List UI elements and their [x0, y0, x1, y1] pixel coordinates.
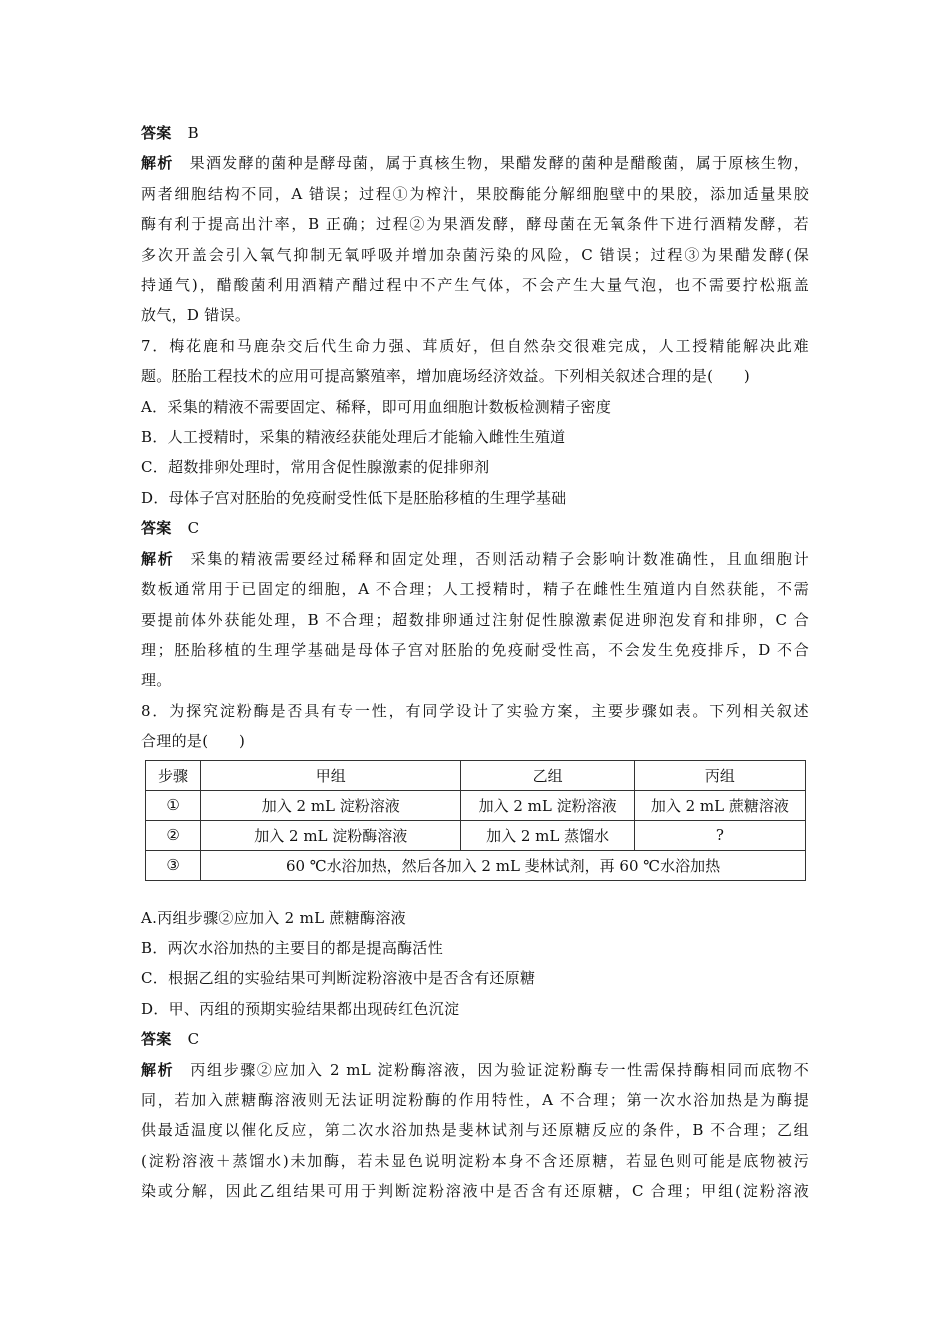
option-a: A.丙组步骤②应加入 2 mL 蔗糖酶溶液 — [141, 908, 406, 927]
table-cell: 加入 2 mL 蒸馏水 — [461, 820, 634, 850]
analysis-line: 理；胚胎移植的生理学基础是母体子宫对胚胎的免疫耐受性高，不会发生免疫排斥，D 不合 — [141, 640, 809, 659]
question-stem: 7．梅花鹿和马鹿杂交后代生命力强、茸质好，但自然杂交很难完成，人工授精能解决此难 — [141, 336, 809, 355]
analysis-line: 解析 采集的精液需要经过稀释和固定处理，否则活动精子会影响计数准确性，且血细胞计 — [141, 549, 809, 568]
analysis-label: 解析 — [141, 1060, 175, 1079]
experiment-table — [145, 760, 806, 881]
table-header-row — [146, 760, 806, 790]
option-a: A．采集的精液不需要固定、稀释，即可用血细胞计数板检测精子密度 — [141, 397, 612, 416]
table-cell: ? — [634, 820, 805, 850]
analysis-line: (淀粉溶液＋蒸馏水)未加酶，若未显色说明淀粉本身不含还原糖，若显色则可能是底物被污 — [141, 1151, 809, 1170]
analysis-line: 持通气)，醋酸菌利用酒精产醋过程中不产生气体，不会产生大量气泡，也不需要拧松瓶盖 — [141, 276, 809, 295]
answer-label: 答案 — [141, 1030, 172, 1049]
analysis-label: 解析 — [141, 549, 175, 568]
analysis-line: 供最适温度以催化反应，第二次水浴加热是斐林试剂与还原糖反应的条件，B 不合理；乙组 — [141, 1121, 809, 1140]
table-cell: ② — [146, 820, 201, 850]
table-cell: ① — [146, 790, 201, 820]
answer-value: B — [187, 124, 199, 142]
option-d: D．母体子宫对胚胎的免疫耐受性低下是胚胎移植的生理学基础 — [141, 488, 567, 507]
table-header: 乙组 — [461, 760, 634, 790]
answer-value: C — [187, 519, 200, 538]
table-header: 丙组 — [634, 760, 805, 790]
analysis-line: 数板通常用于已固定的细胞，A 不合理；人工授精时，精子在雌性生殖道内自然获能，不需 — [141, 580, 809, 599]
option-b: B．两次水浴加热的主要目的都是提高酶活性 — [141, 938, 444, 957]
answer-line — [141, 1024, 809, 1054]
table-cell: 加入 2 mL 淀粉溶液 — [461, 790, 634, 820]
table-row — [146, 850, 806, 880]
answer-line — [141, 513, 809, 543]
option-c: C．根据乙组的实验结果可判断淀粉溶液中是否含有还原糖 — [141, 969, 536, 988]
answer-label: 答案 — [141, 519, 172, 538]
analysis-line: 解析 果酒发酵的菌种是酵母菌，属于真核生物，果醋发酵的菌种是醋酸菌，属于原核生物， — [141, 154, 809, 173]
answer-label: 答案 — [141, 124, 172, 142]
analysis-line: 放气，D 错误。 — [141, 306, 251, 325]
analysis-line: 酶有利于提高出汁率，B 正确；过程②为果酒发酵，酵母菌在无氧条件下进行酒精发酵，若 — [141, 215, 809, 234]
table-header: 甲组 — [201, 760, 461, 790]
answer-line — [141, 118, 809, 148]
analysis-line: 两者细胞结构不同，A 错误；过程①为榨汁，果胶酶能分解细胞壁中的果胶，添加适量果胶 — [141, 184, 809, 203]
analysis-line: 要提前体外获能处理，B 不合理；超数排卵通过注射促性腺激素促进卵泡发育和排卵，C 合 — [141, 610, 809, 629]
table-cell: ③ — [146, 850, 201, 880]
document-page — [141, 118, 809, 1207]
table-cell: 加入 2 mL 淀粉酶溶液 — [201, 820, 461, 850]
question-stem: 合理的是( ) — [141, 732, 246, 751]
option-b: B．人工授精时，采集的精液经获能处理后才能输入雌性生殖道 — [141, 428, 566, 447]
analysis-line: 同，若加入蔗糖酶溶液则无法证明淀粉酶的作用特性，A 不合理；第一次水浴加热是为酶提 — [141, 1090, 809, 1109]
answer-value: C — [187, 1030, 200, 1049]
analysis-line: 多次开盖会引入氧气抑制无氧呼吸并增加杂菌污染的风险，C 错误；过程③为果醋发酵(保 — [141, 245, 809, 264]
table-row — [146, 820, 806, 850]
analysis-line: 解析 丙组步骤②应加入 2 mL 淀粉酶溶液，因为验证淀粉酶专一性需保持酶相同而底物不 — [141, 1060, 809, 1079]
table-cell: 加入 2 mL 淀粉溶液 — [201, 790, 461, 820]
option-d: D．甲、丙组的预期实验结果都出现砖红色沉淀 — [141, 999, 460, 1018]
analysis-line: 理。 — [141, 671, 172, 690]
question-stem: 8．为探究淀粉酶是否具有专一性，有同学设计了实验方案，主要步骤如表。下列相关叙述 — [141, 701, 809, 720]
analysis-label: 解析 — [141, 154, 174, 173]
analysis-line: 染或分解，因此乙组结果可用于判断淀粉溶液中是否含有还原糖，C 合理；甲组(淀粉溶液 — [141, 1182, 809, 1201]
option-c: C．超数排卵处理时，常用含促性腺激素的促排卵剂 — [141, 458, 490, 477]
table-merged-cell: 60 ℃水浴加热，然后各加入 2 mL 斐林试剂，再 60 ℃水浴加热 — [201, 850, 806, 880]
question-stem: 题。胚胎工程技术的应用可提高繁殖率，增加鹿场经济效益。下列相关叙述合理的是( ) — [141, 367, 751, 386]
table-cell: 加入 2 mL 蔗糖溶液 — [634, 790, 805, 820]
table-header: 步骤 — [146, 760, 201, 790]
table-row — [146, 790, 806, 820]
